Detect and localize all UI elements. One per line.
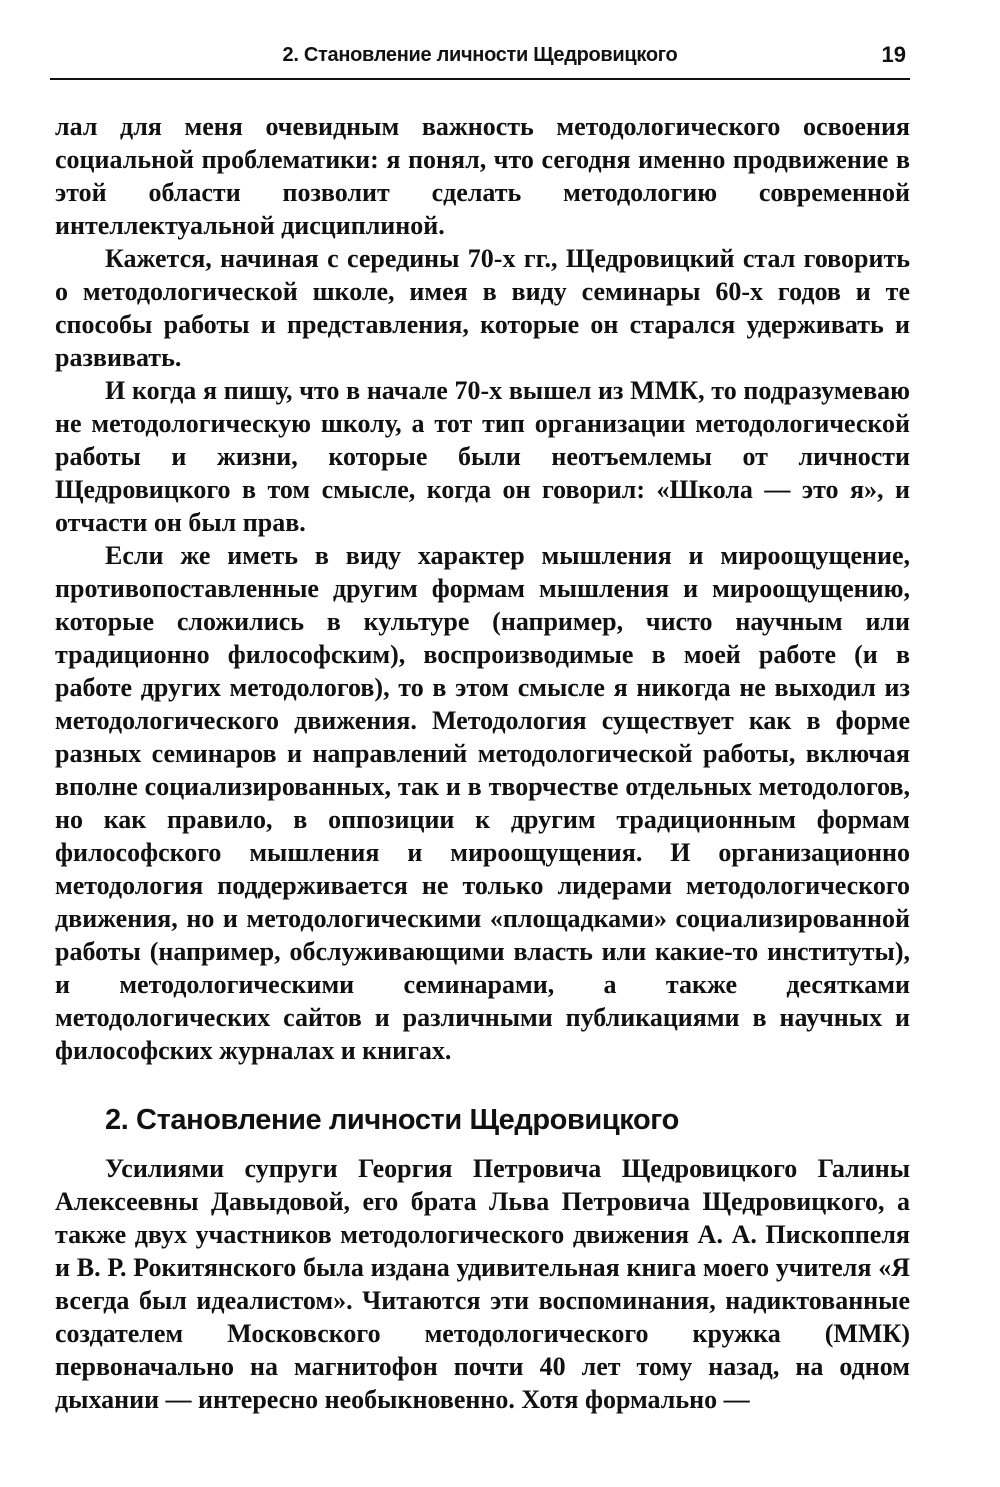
running-header-title: 2. Становление личности Щедровицкого	[282, 44, 678, 66]
section-text-block	[55, 1152, 910, 1416]
paragraph: лал для меня очевидным важность методологического освоения социальной проблематики: я понял, что сегодня именно продвижение в этой области позволит сделать методологию современной интеллектуальной дисциплиной.	[55, 112, 910, 240]
section-heading: 2. Становление личности Щедровицкого	[105, 1104, 679, 1136]
paragraph: Кажется, начиная с середины 70-х гг., Щедровицкий стал говорить о методологической школе, имея в виду семинары 60-х годов и те способы работы и представления, которые он старался удерживать и развивать.	[55, 244, 910, 372]
paragraph: И когда я пишу, что в начале 70-х вышел из ММК, то подразумеваю не методологическую школу, а тот тип организации методологической работы и жизни, которые были неотъемлемы от личности Щедровицкого в том смысле, когда он говорил: «Школа — это я», и отчасти он был прав.	[55, 376, 910, 537]
paragraph: Если же иметь в виду характер мышления и мироощущение, противопоставленные другим формам мышления и мироощущению, которые сложились в культуре (например, чисто научным или традиционно философским), воспроизводимые в моей работе (и в работе других методологов), то в этом смысле я никогда не выходил из методологического движения. Методология существует как в форме разных семинаров и направлений методологической работы, включая вполне социализированных, так и в творчестве отдельных методологов, но как правило, в оппозиции к другим традиционным формам философского мышления и мироощущения. И организационно методология поддерживается не только лидерами методологического движения, но и методологическими «площадками» социализированной работы (например, обслуживающими власть или какие-то институты), и методологическими семинарами, а также десятками методологических сайтов и различными публикациями в научных и философских журналах и книгах.	[55, 541, 910, 1065]
running-header	[50, 40, 910, 80]
page-number: 19	[881, 42, 906, 67]
text-block-before-section	[55, 110, 910, 1067]
paragraph: Усилиями супруги Георгия Петровича Щедровицкого Галины Алексеевны Давыдовой, его брата Льва Петровича Щедровицкого, а также двух участников методологического движения А. А. Пископпеля и В. Р. Рокитянского была издана удивительная книга моего учителя «Я всегда был идеалистом». Читаются эти воспоминания, надиктованные создателем Московского методологического кружка (ММК) первоначально на магнитофон почти 40 лет тому назад, на одном дыхании — интересно необыкновенно. Хотя формально —	[55, 1154, 910, 1414]
